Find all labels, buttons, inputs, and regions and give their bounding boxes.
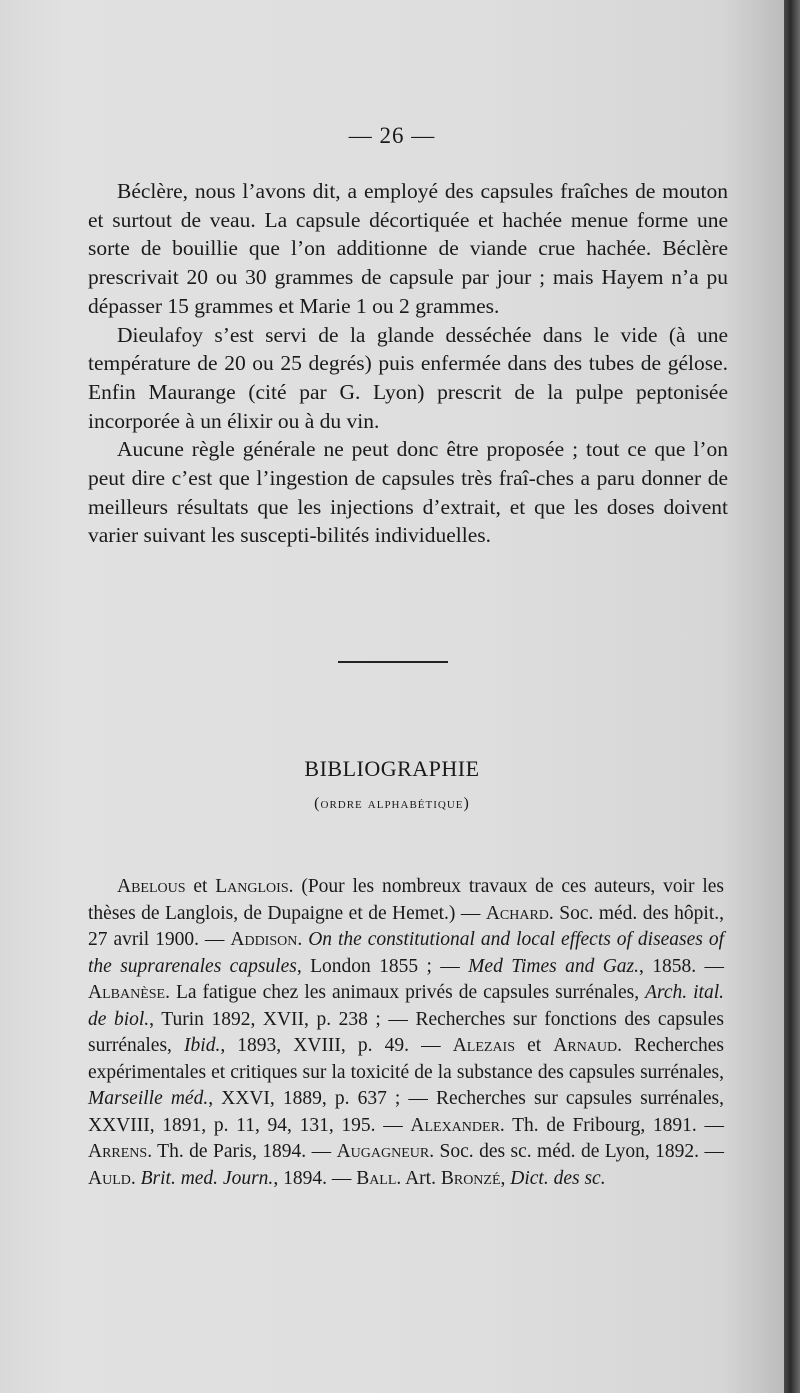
publication-title: On the constitutional and local effects of diseases of the suprarenales capsules [88, 929, 724, 977]
section-divider [338, 661, 448, 663]
citation-text: . Recherches expérimentales et critiques sur la toxicité de la substance des capsules surrénales, [88, 1035, 724, 1083]
citation-text: , Turin 1892, XVII, p. 238 ; — Recherches sur fonctions des capsules surrénales, [88, 1008, 724, 1056]
citation-text: , XXVI, 1889, p. 637 ; — Recherches sur capsules surrénales, XXVIII, 1891, p. 11, 94, 131, 195. — [88, 1088, 724, 1136]
paragraph: Aucune règle générale ne peut donc être proposée ; tout ce que l’on peut dire c’est que l’ingestion de capsules très fraî-ches a paru donner de meilleurs résultats que les injections d’extrait, et que les doses doivent varier suivant les suscepti-bilités individuelles. [88, 437, 728, 548]
page-edge [784, 0, 800, 1393]
author-name: Alexander [410, 1114, 500, 1136]
bibliography-text [88, 874, 724, 1192]
citation-text: , London 1855 ; — [296, 955, 469, 977]
citation-text: . [297, 929, 309, 950]
section-title: BIBLIOGRAPHIE [304, 756, 480, 781]
page-number: — 26 — [348, 123, 436, 148]
citation-text: . [130, 1167, 141, 1189]
main-text [88, 177, 728, 550]
author-name: Albanèse [88, 982, 166, 1003]
author-name: Abelous [117, 876, 186, 897]
paragraph: Béclère, nous l’avons dit, a employé des capsules fraîches de mouton et surtout de veau. La capsule décortiquée et hachée menue forme une sorte de bouillie que l’on additionne de viande crue hachée. Béclère prescrivait 20 ou 30 grammes de capsule par jour ; mais Hayem n’a pu dépasser 15 grammes et Marie 1 ou 2 grammes. [88, 179, 728, 318]
publication-title: Dict. des sc. [510, 1167, 606, 1189]
paragraph: Dieulafoy s’est servi de la glande desséchée dans le vide (à une température de 20 ou 25 degrés) puis enfermée dans des tubes de gélose. Enfin Maurange (cité par G. Lyon) prescrit de la pulpe peptonisée incorporée à un élixir ou à du vin. [88, 322, 728, 433]
section-subtitle: (ordre alphabétique) [314, 795, 470, 812]
author-name: Achard [485, 902, 549, 924]
citation-text: . Soc. méd. des hôpit., 27 avril 1900. — [88, 902, 725, 950]
publication-title: Brit. med. Journ. [140, 1167, 274, 1189]
publication-title: Med Times and Gaz. [468, 955, 639, 977]
citation-text: . Soc. des sc. méd. de Lyon, 1892. — [429, 1141, 724, 1162]
citation-text: et [185, 876, 216, 897]
citation-text: . Th. de Paris, 1894. — [147, 1141, 337, 1162]
author-name: Auld [88, 1167, 131, 1189]
author-name: Augagneur [336, 1141, 430, 1162]
publication-title: Ibid. [184, 1035, 221, 1056]
author-name: Langlois [215, 876, 289, 897]
citation-text: , [500, 1167, 511, 1189]
citation-text: , 1858. — [639, 955, 724, 977]
author-name: Arrens [88, 1141, 148, 1162]
publication-title: Arch. ital. de biol. [88, 982, 724, 1030]
citation-text: . (Pour les nombreux travaux de ces auteurs, voir les thèses de Langlois, de Dupaigne et de Hemet.) — [88, 876, 725, 924]
author-name: Bronzé [440, 1167, 501, 1189]
citation-text: , 1893, XVIII, p. 49. — [220, 1035, 453, 1056]
citation-text: . Th. de Fribourg, 1891. — [499, 1114, 724, 1136]
publication-title: Marseille méd. [88, 1088, 209, 1109]
citation-text: . La fatigue chez les animaux privés de capsules surrénales, [165, 982, 646, 1003]
author-name: Arnaud [553, 1035, 618, 1056]
citation-text: , 1894. — [273, 1167, 357, 1189]
citation-text: . Art. [396, 1167, 441, 1189]
author-name: Addison [230, 929, 298, 950]
citation-text: et [515, 1035, 554, 1056]
author-name: Alezais [452, 1035, 515, 1056]
author-name: Ball [356, 1167, 397, 1189]
